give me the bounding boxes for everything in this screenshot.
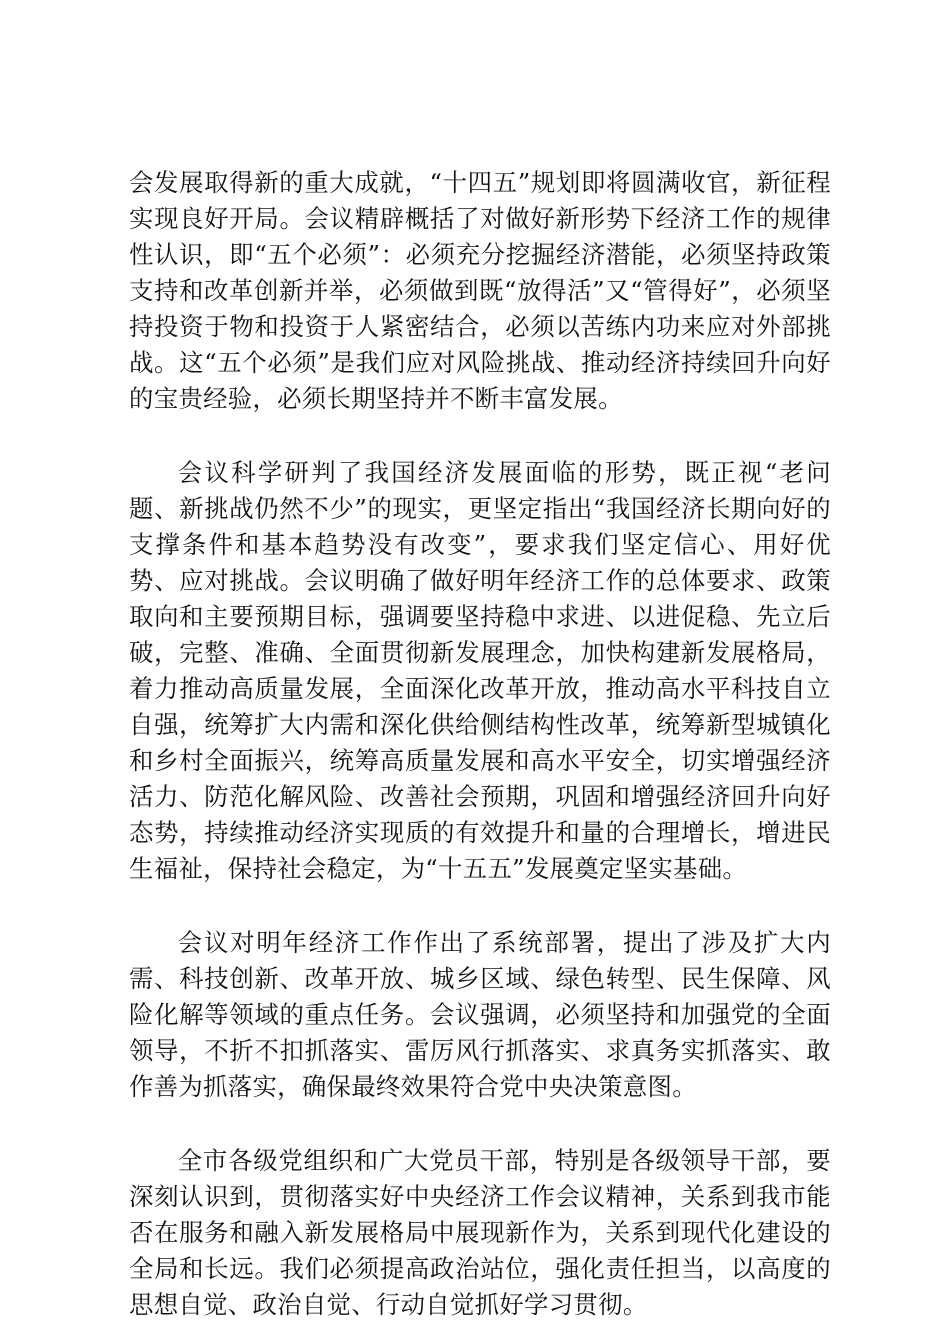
paragraph-2: 会议科学研判了我国经济发展面临的形势，既正视“老问题、新挑战仍然不少”的现实，更坚定指出“我国经济长期向好的支撑条件和基本趋势没有改变”，要求我们坚定信心、用好优势、应对挑战。会议明确了做好明年经济工作的总体要求、政策取向和主要预期目标，强调要坚持稳中求进、以进促稳、先立后破，完整、准确、全面贯彻新发展理念，加快构建新发展格局，着力推动高质量发展，全面深化改革开放，推动高水平科技自立自强，统筹扩大内需和深化供给侧结构性改革，统筹新型城镇化和乡村全面振兴，统筹高质量发展和高水平安全，切实增强经济活力、防范化解风险、改善社会预期，巩固和增强经济回升向好态势，持续推动经济实现质的有效提升和量的合理增长，增进民生福祉，保持社会稳定，为“十五五”发展奠定坚实基础。 — [129, 458, 831, 883]
body-text — [129, 165, 831, 1323]
paragraph-1: 会发展取得新的重大成就，“十四五”规划即将圆满收官，新征程实现良好开局。会议精辟概括了对做好新形势下经济工作的规律性认识，即“五个必须”：必须充分挖掘经济潜能，必须坚持政策支持和改革创新并举，必须做到既“放得活”又“管得好”，必须坚持投资于物和投资于人紧密结合，必须以苦练内功来应对外部挑战。这“五个必须”是我们应对风险挑战、推动经济持续回升向好的宝贵经验，必须长期坚持并不断丰富发展。 — [129, 168, 831, 413]
paragraph-4: 全市各级党组织和广大党员干部，特别是各级领导干部，要深刻认识到，贯彻落实好中央经济工作会议精神，关系到我市能否在服务和融入新发展格局中展现新作为，关系到现代化建设的全局和长远。我们必须提高政治站位，强化责任担当，以高度的思想自觉、政治自觉、行动自觉抓好学习贯彻。 — [129, 1146, 831, 1319]
paragraph-3: 会议对明年经济工作作出了系统部署，提出了涉及扩大内需、科技创新、改革开放、城乡区域、绿色转型、民生保障、风险化解等领域的重点任务。会议强调，必须坚持和加强党的全面领导，不折不扣抓落实、雷厉风行抓落实、求真务实抓落实、敢作善为抓落实，确保最终效果符合党中央决策意图。 — [129, 928, 831, 1101]
